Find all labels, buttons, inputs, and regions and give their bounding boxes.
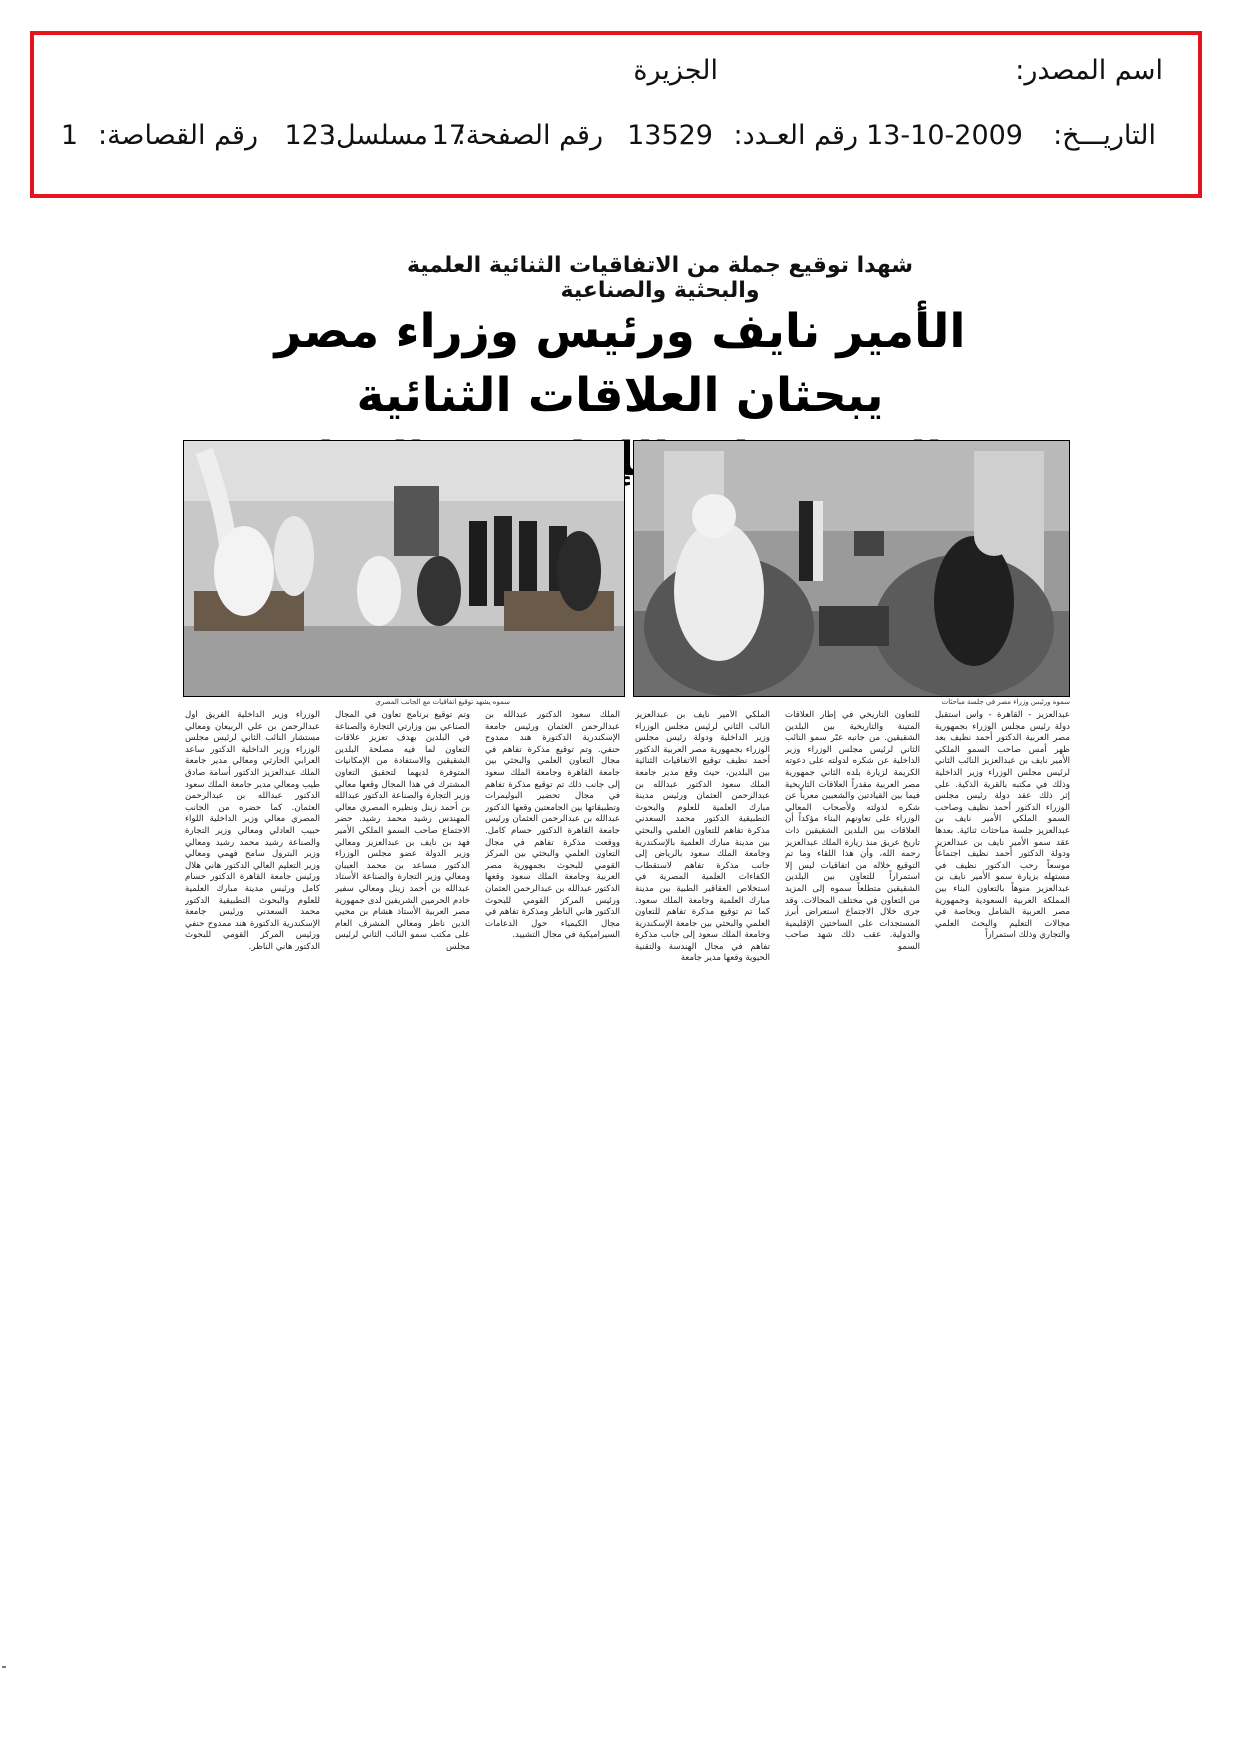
article-column-2: للتعاون التاريخي في إطار العلاقات المتينة والتاريخية بين البلدين الشقيقين. من جانبه عبّر سمو النائب الثاني لرئيس مجلس الوزراء وزير الداخلية عن شكره لدولته على دعوته الكريمة لزيارة بلده الثاني جمهورية مصر العربية مقدراً العلاقات التاريخية فيما بين القيادتين والشعبين معرباً عن شكره لدولته ولأصحاب المعالي الوزراء على تعاونهم البناء مؤكداً أن العلاقات بين البلدين الشقيقين ذات تاريخ عريق منذ زيارة الملك عبدالعزيز رحمه الله، وأن هذا اللقاء وما تم التوقيع خلاله من اتفاقيات ليس إلا استمراراً للتعاون بين البلدين الشقيقين متطلعاً سموه إلى المزيد من التعاون في مختلف المجالات. وقد جرى خلال الاجتماع استعراض أبرز المستجدات على الساحتين الإقليمية والدولية. عقب ذلك شهد صاحب السمو (785, 710, 920, 952)
article-kicker: شهدا توقيع جملة من الاتفاقيات الثنائية العلمية والبحثية والصناعية (406, 253, 914, 303)
issue-label: رقم العـدد: (733, 120, 858, 151)
scan-margin-mark (2, 1666, 6, 1668)
page-value: 17 (431, 120, 466, 151)
photo-meeting-caption: سموه ورئيس وزراء مصر في جلسة مباحثات (941, 698, 1070, 706)
article-column-4: الملك سعود الدكتور عبدالله بن عبدالرحمن العثمان ورئيس جامعة الإسكندرية الدكتورة هند ممدوح حنفي. وتم توقيع مذكرة تفاهم في مجال التعاون العلمي والبحثي بين جامعة القاهرة وجامعة الملك سعود إلى جانب ذلك تم توقيع مذكرة تفاهم في مجال تحضير البوليمرات وتطبيقاتها بين الجامعتين وقعها الدكتور عبدالله بن عبدالرحمن العثمان ورئيس جامعة القاهرة الدكتور حسام كامل. ووقعت مذكرة تفاهم في مجال التعاون العلمي والبحثي بين المركز القومي للبحوث بجمهورية مصر العربية وجامعة الملك سعود وقعها الدكتور عبدالله بن عبدالرحمن العثمان ورئيس المركز القومي للبحوث الدكتور هاني الناظر ومذكرة تفاهم في مجال الكيمياء حول الدعامات السيراميكية في مجال التشييد. (485, 710, 620, 941)
serial-value: 123 (284, 120, 336, 151)
article-column-6: الوزراء وزير الداخلية الفريق أول عبدالرحمن بن علي الربيعان ومعالي مستشار النائب الثاني لرئيس مجلس الوزراء وزير الداخلية الدكتور ساعد العرابي الحارثي ومعالي مدير جامعة الملك عبدالعزيز الدكتور أسامة صادق طيب ومعالي مدير جامعة الملك سعود الدكتور عبدالله بن عبدالرحمن العثمان. كما حضره من الجانب المصري معالي وزير الداخلية اللواء حبيب العادلي ومعالي وزير التجارة والصناعة رشيد محمد رشيد ومعالي وزير البترول سامح فهمي ومعالي وزير التعليم العالي الدكتور هاني هلال ورئيس جامعة القاهرة الدكتور حسام كامل ورئيس مدينة مبارك العلمية للعلوم والبحوث التطبيقية الدكتور محمد السعدني ورئيس جامعة الإسكندرية الدكتورة هند ممدوح حنفي ورئيس المركز القومي للبحوث الدكتور هاني الناظر. (185, 710, 320, 952)
clipping-header-box (30, 31, 1202, 198)
date-value: 13-10-2009 (866, 120, 1023, 151)
serial-label: مسلسل: (326, 120, 428, 151)
source-value: الجزيرة (633, 55, 718, 86)
clipping-value: 1 (60, 120, 78, 151)
source-label: اسم المصدر: (1015, 55, 1163, 86)
photo-signing-caption: سموه يشهد توقيع اتفاقيات مع الجانب المصري (375, 698, 510, 706)
issue-value: 13529 (627, 120, 713, 151)
source-row (34, 55, 1198, 95)
article-column-3: الملكي الأمير نايف بن عبدالعزيز النائب الثاني لرئيس مجلس الوزراء وزير الداخلية ودولة رئيس مجلس الوزراء بجمهورية مصر العربية الدكتور أحمد نظيف توقيع الاتفاقيات الثنائية بين البلدين، حيث وقع مدير جامعة الملك سعود الدكتور عبدالله بن عبدالرحمن العثمان ورئيس مدينة مبارك العلمية للعلوم والبحوث التطبيقية الدكتور محمد السعدني مذكرة تفاهم للتعاون العلمي والبحثي بين مدينة مبارك العلمية بالإسكندرية وجامعة الملك سعود بالرياض إلى جانب مذكرة تفاهم لاستقطاب الكفاءات العلمية المصرية في استخلاص العقاقير الطبية بين مدينة مبارك العلمية وجامعة الملك سعود. كما تم توقيع مذكرة تفاهم للتعاون العلمي والبحثي بين جامعة الإسكندرية وجامعة الملك سعود إلى جانب مذكرة تفاهم في مجال الهندسة والتقنية الحيوية وقعها مدير جامعة (635, 710, 770, 964)
photo-signing (183, 440, 625, 697)
meta-row (34, 120, 1198, 160)
page-label: رقم الصفحة: (456, 120, 603, 151)
photo-meeting (633, 440, 1070, 697)
article-column-5: وتم توقيع برنامج تعاون في المجال الصناعي بين وزارتي التجارة والصناعة في البلدين بهدف تعزيز علاقات التعاون لما فيه مصلحة البلدين الشقيقين والاستفادة من الإمكانيات المتوفرة لديهما لتحقيق التعاون المشترك في هذا المجال وقعها معالي وزير التجارة والصناعة الدكتور عبدالله بن أحمد زينل ونظيره المصري معالي المهندس رشيد محمد رشيد. حضر الاجتماع صاحب السمو الملكي الأمير فهد بن نايف بن عبدالعزيز ومعالي وزير الدولة عضو مجلس الوزراء الدكتور مساعد بن محمد العيبان ومعالي وزير التجارة والصناعة الأستاذ عبدالله بن أحمد زينل ومعالي سفير خادم الحرمين الشريفين لدى جمهورية مصر العربية الأستاذ هشام بن محيي الدين ناظر ومعالي المشرف العام على مكتب سمو النائب الثاني لرئيس مجلس (335, 710, 470, 952)
clipping-label: رقم القصاصة: (97, 120, 258, 151)
article-column-1: عبدالعزيز - القاهرة - واس استقبل دولة رئيس مجلس الوزراء بجمهورية مصر العربية الدكتور أحمد نظيف بعد ظهر أمس صاحب السمو الملكي الأمير نايف بن عبدالعزيز النائب الثاني لرئيس مجلس الوزراء وزير الداخلية وذلك في مكتبه بالقرية الذكية. على إثر ذلك عقد دولة رئيس مجلس الوزراء الدكتور أحمد نظيف وصاحب السمو الملكي الأمير نايف بن عبدالعزيز جلسة مباحثات ثنائية. بعدها عقد سمو الأمير نايف بن عبدالعزيز ودولة الدكتور أحمد نظيف اجتماعاً موسعاً رحب الدكتور نظيف في مستهله بزيارة سمو الأمير نايف بن عبدالعزيز منوهاً بالتعاون البناء بين المملكة العربية السعودية وجمهورية مصر العربية الشامل وبخاصة في مجالات التعليم والبحث العلمي والتجاري وذلك استمراراً (935, 710, 1070, 941)
headline-line-1: الأمير نايف ورئيس وزراء مصر يبحثان العلاقات الثنائية (274, 304, 966, 423)
date-label: التاريـــخ: (1053, 120, 1156, 151)
